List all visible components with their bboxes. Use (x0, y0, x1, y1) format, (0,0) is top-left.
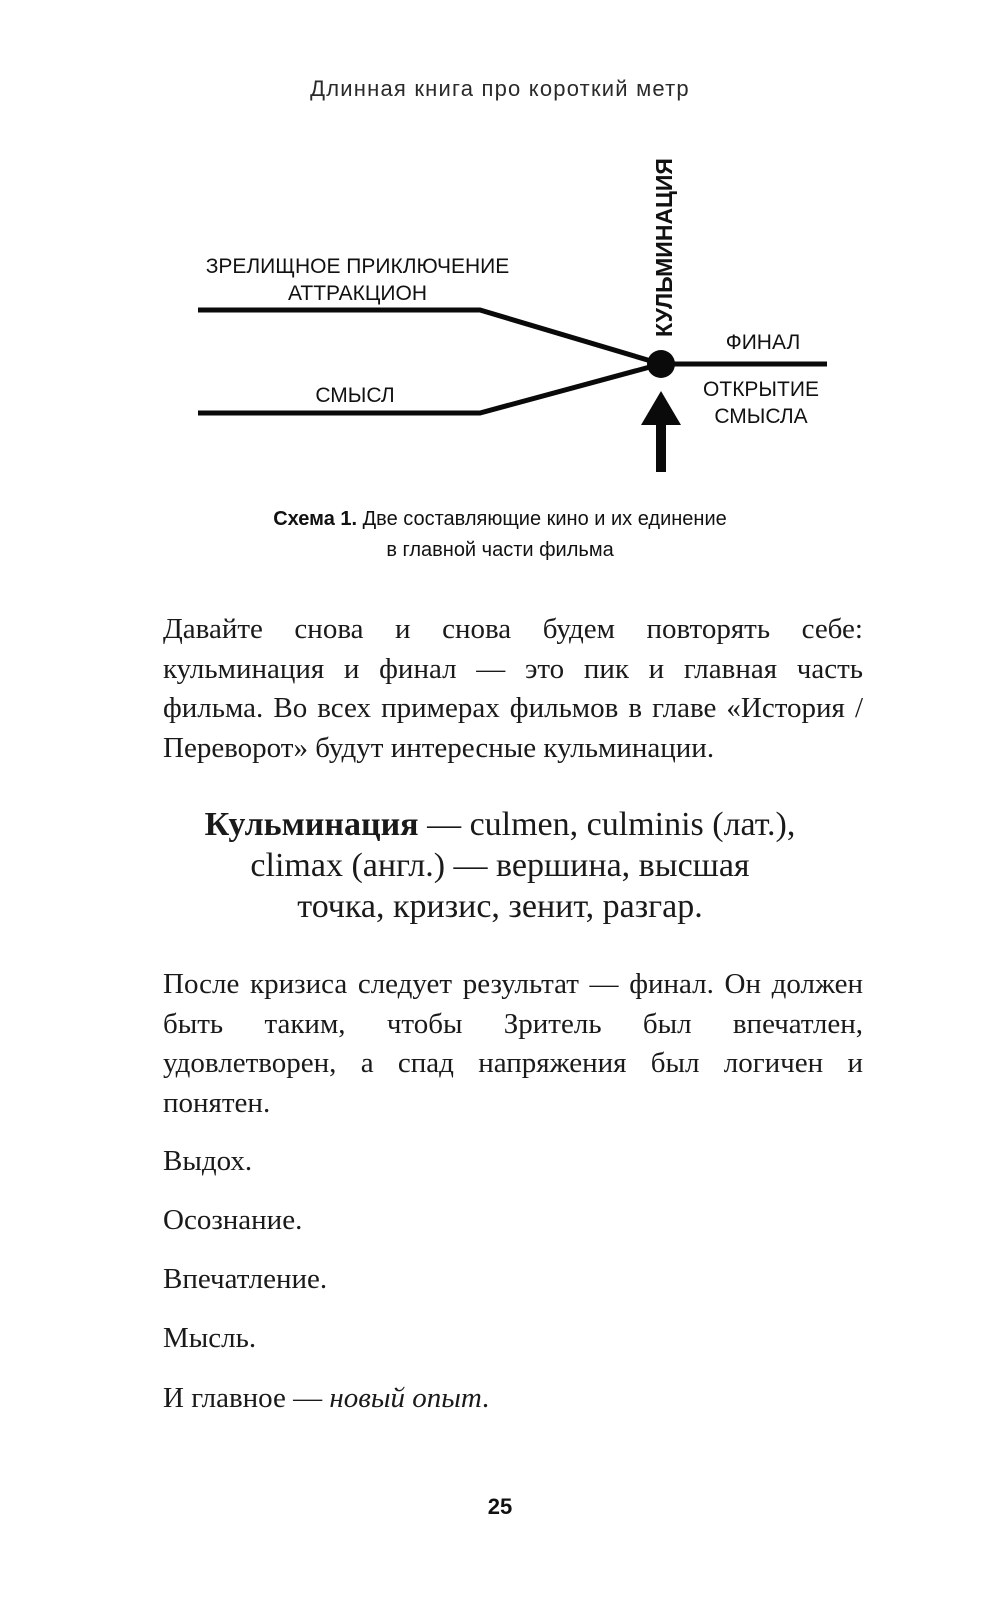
revelation-label-line1: ОТКРЫТИЕ (703, 378, 819, 401)
climax-diagram (0, 140, 1000, 500)
running-title: Длинная книга про короткий метр (310, 76, 690, 101)
caption-text-line2: в главной части фильма (386, 539, 614, 561)
paragraph-finale: После кризиса следует результат — финал. Он должен быть таким, чтобы Зритель был впечатлен, удовлетворен, а спад напряжения был логичен и понятен. (163, 968, 863, 1119)
main-suffix: . (481, 1382, 490, 1414)
spectacle-line (198, 310, 661, 364)
finale-label: ФИНАЛ (725, 331, 801, 354)
climax-label: КУЛЬМИНАЦИЯ (651, 158, 677, 337)
line-main (163, 1380, 489, 1416)
definition-term: Кульминация (204, 806, 419, 843)
line-exhale: Выдох. (163, 1145, 253, 1177)
spectacle-label-line1: ЗРЕЛИЩНОЕ ПРИКЛЮЧЕНИЕ (205, 255, 510, 278)
climax-point (647, 350, 675, 378)
page-number: 25 (487, 1494, 513, 1519)
meaning-label: СМЫСЛ (315, 384, 395, 407)
diagram-lines (0, 140, 1000, 500)
revelation-arrow-head (641, 391, 681, 425)
climax-definition (150, 804, 850, 927)
spectacle-label (190, 253, 525, 307)
line-impression: Впечатление. (163, 1263, 328, 1295)
paragraph-climax-repeat: Давайте снова и снова будем повторять себе: кульминация и финал — это пик и главная часть фильма. Во всех примерах фильмов в главе «История / Переворот» будут интересные кульминации. (163, 613, 863, 764)
line-thought: Мысль. (163, 1322, 257, 1354)
spectacle-label-line2: АТТРАКЦИОН (288, 282, 427, 305)
caption-text-line1: Две составляющие кино и их единение (357, 508, 727, 530)
revelation-label-line2: СМЫСЛА (714, 405, 808, 428)
line-awareness: Осознание. (163, 1204, 303, 1236)
main-prefix: И главное — (163, 1382, 330, 1414)
revelation-label (686, 376, 836, 430)
caption-prefix: Схема 1. (273, 508, 358, 530)
definition-line3: точка, кризис, зенит, разгар. (297, 888, 703, 925)
definition-line1: — culmen, culminis (лат.), (418, 806, 796, 843)
definition-line2: climax (англ.) — вершина, высшая (250, 847, 750, 884)
meaning-line (198, 364, 661, 413)
main-italic: новый опыт (329, 1382, 482, 1414)
figure-caption (0, 504, 1000, 566)
